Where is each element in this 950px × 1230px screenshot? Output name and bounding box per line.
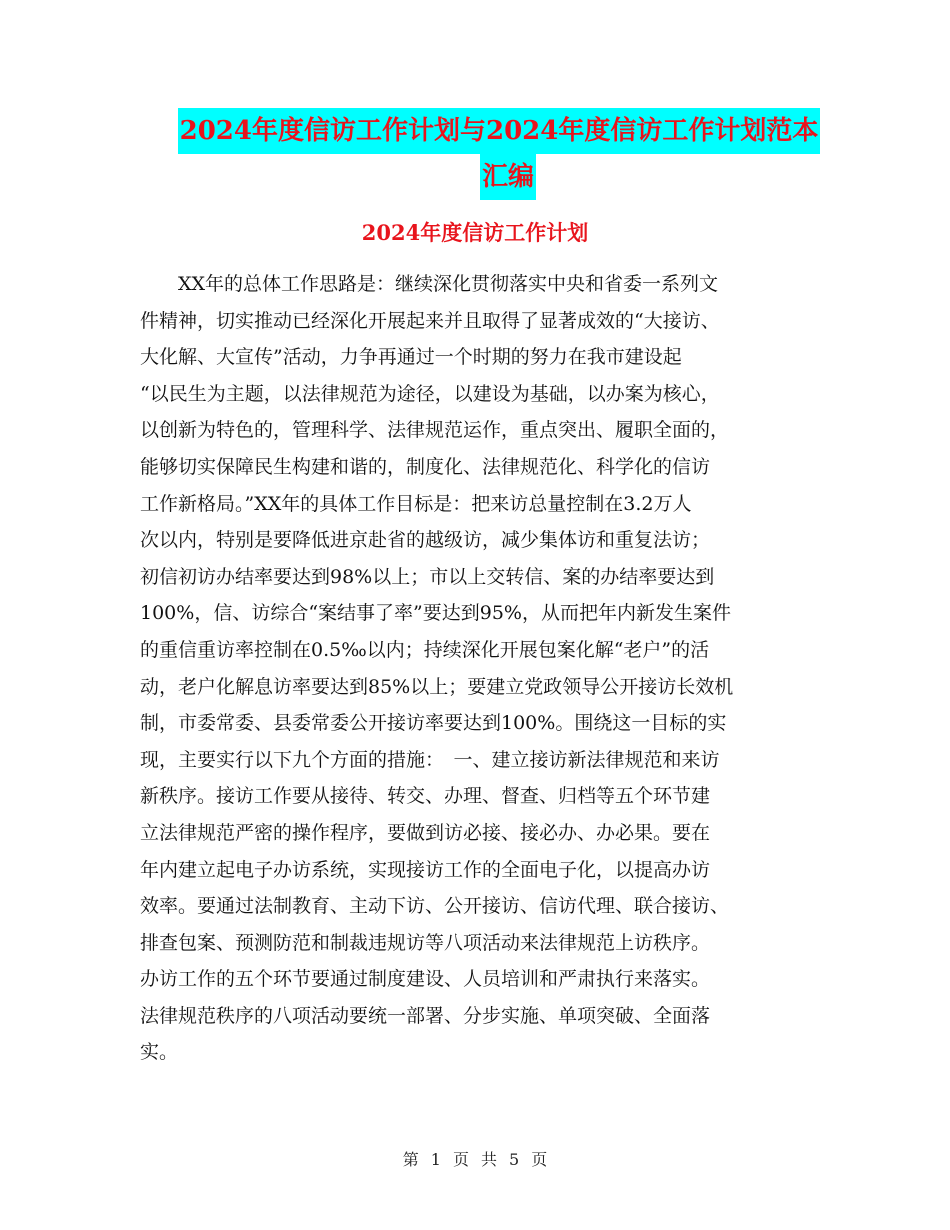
- document-title: [0, 108, 950, 200]
- body-line: 动，老户化解息访率要达到85%以上；要建立党政领导公开接访长效机: [140, 675, 734, 698]
- body-line: 法律规范秩序的八项活动要统一部署、分步实施、单项突破、全面落: [140, 1004, 711, 1027]
- body-line: “以民生为主题，以法律规范为途径，以建设为基础，以办案为核心，: [140, 382, 720, 405]
- body-line: 初信初访办结率要达到98%以上；市以上交转信、案的办结率要达到: [140, 565, 715, 588]
- body-line: 制，市委常委、县委常委公开接访率要达到100%。围绕这一目标的实: [140, 712, 727, 735]
- body-line: 件精神，切实推动已经深化开展起来并且取得了显著成效的“大接访、: [140, 309, 720, 332]
- page-footer: [0, 1148, 950, 1172]
- page-total: 5: [509, 1150, 520, 1169]
- body-line: 工作新格局。”XX年的具体工作目标是：把来访总量控制在3.2万人: [140, 492, 692, 515]
- title-line-1: 2024年度信访工作计划与2024年度信访工作计划范本: [178, 108, 821, 154]
- footer-suffix: 页: [531, 1150, 548, 1169]
- page-number: 1: [430, 1150, 441, 1169]
- title-line-2: 汇编: [480, 154, 536, 200]
- body-line: 办访工作的五个环节要通过制度建设、人员培训和严肃执行来落实。: [140, 968, 711, 991]
- body-paragraph: [140, 266, 820, 1071]
- footer-prefix: 第: [402, 1150, 419, 1169]
- body-line: 的重信重访率控制在0.5‰以内；持续深化开展包案化解“老户”的活: [140, 638, 710, 661]
- body-line: 年内建立起电子办访系统，实现接访工作的全面电子化，以提高办访: [140, 858, 711, 881]
- body-line: 现，主要实行以下九个方面的措施： 一、建立接访新法律规范和来访: [140, 748, 720, 771]
- body-line: 次以内，特别是要降低进京赴省的越级访，减少集体访和重复法访；: [140, 529, 711, 552]
- body-line: 新秩序。接访工作要从接待、转交、办理、督查、归档等五个环节建: [140, 785, 711, 808]
- body-line: 立法律规范严密的操作程序，要做到访必接、接必办、办必果。要在: [140, 821, 711, 844]
- body-line: 能够切实保障民生构建和谐的，制度化、法律规范化、科学化的信访: [140, 455, 711, 478]
- body-line: XX年的总体工作思路是：继续深化贯彻落实中央和省委一系列文: [140, 273, 719, 295]
- section-subtitle: 2024年度信访工作计划: [361, 220, 589, 245]
- body-line: 实。: [140, 1041, 179, 1064]
- body-line: 以创新为特色的，管理科学、法律规范运作，重点突出、履职全面的，: [140, 419, 730, 442]
- body-line: 100%，信、访综合“案结事了率”要达到95%，从而把年内新发生案件: [140, 602, 731, 625]
- footer-page-word: 页: [452, 1150, 469, 1169]
- footer-total-word: 共: [481, 1150, 498, 1169]
- body-line: 排查包案、预测防范和制裁违规访等八项活动来法律规范上访秩序。: [140, 931, 711, 954]
- body-line: 大化解、大宣传”活动，力争再通过一个时期的努力在我市建设起: [140, 346, 682, 369]
- body-line: 效率。要通过法制教育、主动下访、公开接访、信访代理、联合接访、: [140, 895, 730, 918]
